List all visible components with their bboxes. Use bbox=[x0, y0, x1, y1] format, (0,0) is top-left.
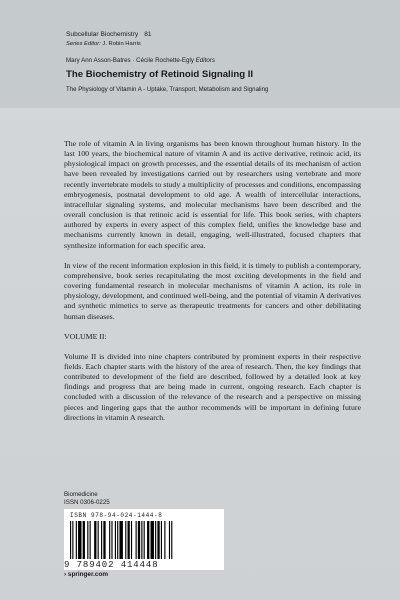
editors-role: Editors bbox=[195, 57, 215, 64]
imprint bbox=[64, 491, 110, 508]
book-editors bbox=[66, 57, 215, 64]
volume-heading: VOLUME II: bbox=[64, 331, 107, 341]
blurb-paragraph-2: In view of the recent information explosion in this field, it is timely to publish a contemporary, comprehensive, book series recapitulating the most exciting developments in the field and covering fundamental research in molecular mechanisms of vitamin A action, its role in physiology, development, and continued well-being, and the potential of vitamin A derivatives and synthetic mimetics to serve as therapeutic treatments for cancers and other debilitating human diseases. bbox=[64, 260, 361, 321]
blurb bbox=[64, 139, 361, 433]
series-line bbox=[66, 31, 152, 38]
editor-names: Mary Ann Asson-Batres · Cécile Rochette-Egly bbox=[66, 57, 194, 64]
barcode-number: 9 789402 414448 bbox=[64, 560, 159, 570]
series-editor-name: J. Robin Harris bbox=[102, 41, 141, 47]
blurb-paragraph-3: Volume II is divided into nine chapters contributed by prominent experts in their respective fields. Each chapter starts with the history of the area of research. Then, the key findings that contributed to development of the field are described, followed by a detailed look at key findings and progress that are being made in current, ongoing research. Each chapter is concluded with a discussion of the relevance of the research and a perspective on missing pieces and lingering gaps that the author recommends will be important in defining future directions in vitamin A research. bbox=[64, 351, 361, 422]
series-editor-label: Series Editor: bbox=[66, 41, 101, 47]
barcode-bars bbox=[70, 521, 218, 559]
book-title: The Biochemistry of Retinoid Signaling II bbox=[66, 69, 254, 80]
issn-label: ISSN 0306-0225 bbox=[64, 499, 110, 507]
barcode bbox=[64, 509, 224, 570]
isbn-label: ISBN 978-94-024-1444-8 bbox=[70, 512, 163, 519]
blurb-paragraph-1: The role of vitamin A in living organisms has been known throughout human history. In the last 100 years, the biochemical nature of vitamin A and its active derivative, retinoic acid, its physiological impact on growth processes, and the essential details of its mechanism of action have been revealed by investigations carried out by researchers using vertebrate and more recently invertebrate models to study a multiplicity of processes and conditions, encompassing embryogenesis, postnatal development to old age. A wealth of intercellular interactions, intracellular signaling systems, and molecular mechanisms have been described and the overall conclusion is that retinoic acid is essential for life. This book series, with chapters authored by experts in every aspect of this complex field, unifies the knowledge base and mechanisms currently known in detail, engaging, well-illustrated, focused chapters that synthesize information for each specific area. bbox=[64, 139, 361, 250]
series-number: 81 bbox=[144, 31, 152, 38]
subject-label: Biomedicine bbox=[64, 491, 98, 498]
series-editor bbox=[66, 41, 141, 47]
series-name: Subcellular Biochemistry bbox=[66, 31, 139, 38]
book-subtitle: The Physiology of Vitamin A - Uptake, Transport, Metabolism and Signaling bbox=[66, 86, 269, 93]
website-link[interactable]: › springer.com bbox=[64, 571, 109, 578]
